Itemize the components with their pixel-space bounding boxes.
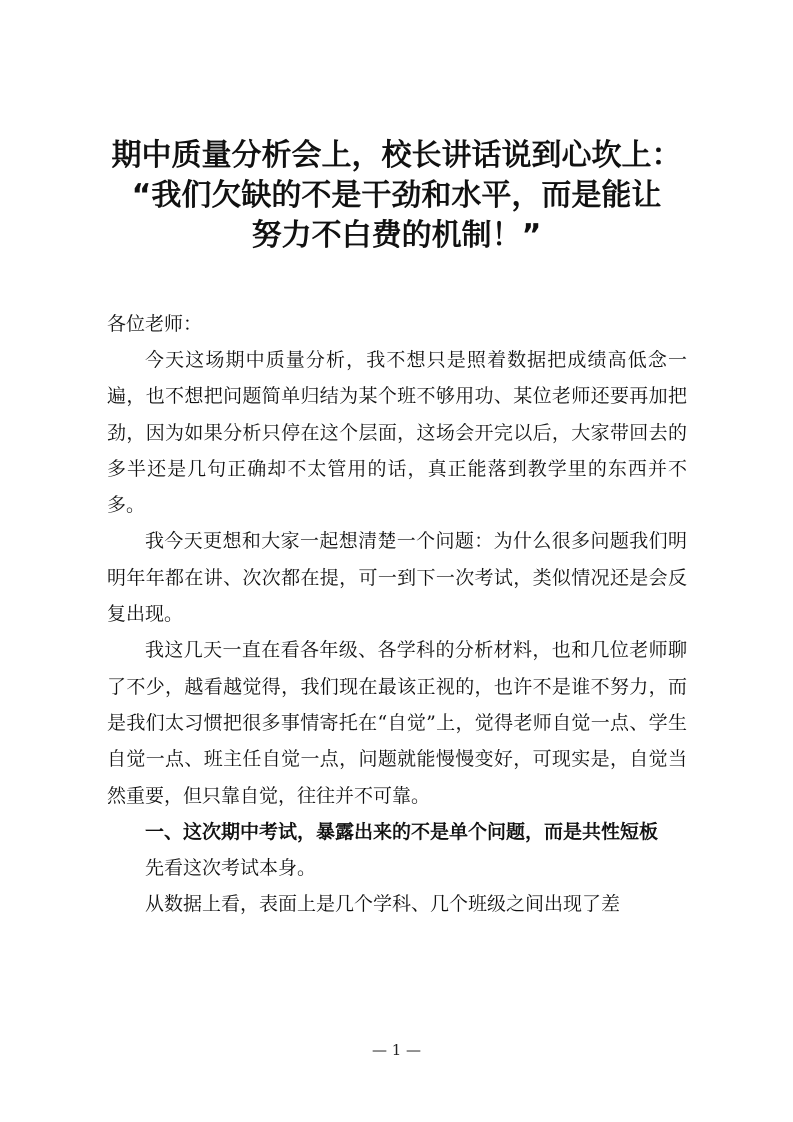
- page-number: — 1 —: [371, 1041, 422, 1059]
- section-paragraph-2: 从数据上看，表面上是几个学科、几个班级之间出现了差: [145, 893, 621, 916]
- title-line-2: “我们欠缺的不是干劲和水平，而是能让: [131, 178, 662, 213]
- section-heading: 一、这次期中考试，暴露出来的不是单个问题，而是共性短板: [145, 820, 659, 843]
- section-paragraph-1: 先看这次考试本身。: [145, 857, 317, 880]
- paragraph-2: 我今天更想和大家一起想清楚一个问题：为什么很多问题我们明明年年都在讲、次次都在提，可一到下一次考试，类似情况还是会反复出现。: [107, 530, 687, 626]
- title-line-1: 期中质量分析会上，校长讲话说到心坎上：: [111, 138, 682, 173]
- paragraph-1: 今天这场期中质量分析，我不想只是照着数据把成绩高低念一遍，也不想把问题简单归结为某个班不够用功、某位老师还要再加把劲，因为如果分析只停在这个层面，这场会开完以后，大家带回去的多半还是几句正确却不太管用的话，真正能落到教学里的东西并不多。: [107, 349, 687, 517]
- document-body: [107, 306, 687, 923]
- document-title: [60, 136, 733, 256]
- salutation: 各位老师：: [107, 313, 203, 335]
- title-line-3: 努力不白费的机制！”: [251, 218, 542, 253]
- paragraph-3: 我这几天一直在看各年级、各学科的分析材料，也和几位老师聊了不少，越看越觉得，我们现在最该正视的，也许不是谁不努力，而是我们太习惯把很多事情寄托在“自觉”上，觉得老师自觉一点、学生自觉一点、班主任自觉一点，问题就能慢慢变好，可现实是，自觉当然重要，但只靠自觉，往往并不可靠。: [107, 639, 687, 807]
